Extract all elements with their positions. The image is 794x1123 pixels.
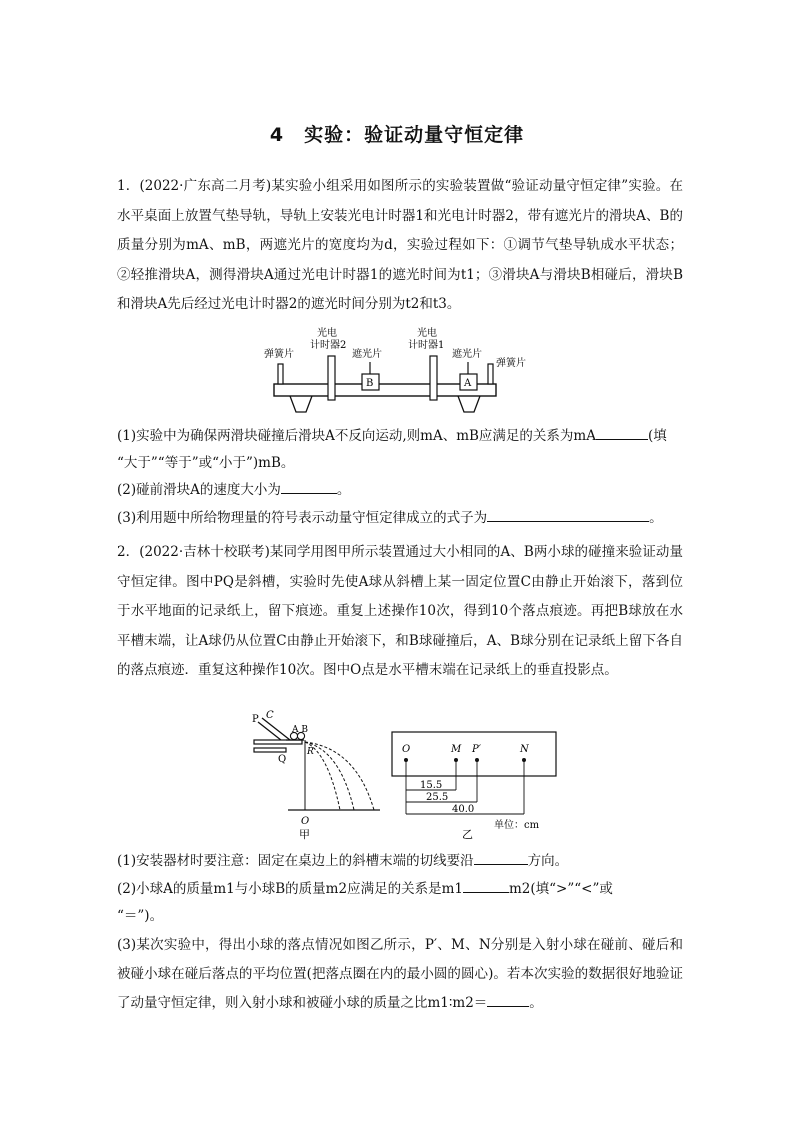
q2-sub1-text-b: 方向。	[527, 853, 569, 869]
label-spring-right: 弹簧片	[496, 358, 526, 369]
q2-sub3-blank[interactable]	[487, 992, 529, 1007]
q1-sub3-line	[117, 506, 687, 530]
label-timer2-bottom: 计时器2	[310, 340, 347, 351]
q1-sub1-line2: “大于”“等于”或“小于”)mB。	[117, 455, 295, 471]
label-d1: 15.5	[420, 780, 443, 791]
label-timer1-bottom: 计时器1	[408, 340, 445, 351]
q1-sub1-text-a: (1)实验中为确保两滑块碰撞后滑块A不反向运动,则mA、mB应满足的关系为mA	[117, 428, 596, 444]
label-p: P	[252, 714, 259, 725]
label-d2: 25.5	[426, 792, 449, 803]
label-o-jia: O	[301, 816, 310, 827]
q2-figure-jia	[248, 708, 388, 843]
label-spring-left: 弹簧片	[264, 349, 294, 360]
q2-sub1-blank[interactable]	[474, 850, 528, 865]
q2-sub3-text-b: 。	[529, 995, 543, 1011]
label-block-a: A	[464, 378, 472, 389]
spring-plate-right	[488, 364, 493, 384]
q2-sub2-text-b: m2(填“>”“<”或	[508, 881, 613, 897]
label-shield-a: 遮光片	[452, 349, 482, 360]
label-timer2-top: 光电	[317, 328, 337, 339]
q1-sub3-text: (3)利用题中所给物理量的符号表示动量守恒定律成立的式子为	[117, 510, 488, 526]
label-pp: P′	[472, 744, 481, 755]
label-block-b: B	[366, 378, 374, 389]
q2-stem: 2．(2022·吉林十校联考)某同学用图甲所示装置通过大小相同的A、B两小球的碰撞来验证动量守恒定律。图中PQ是斜槽，实验时先使A球从斜槽上某一固定位置C由静止开始滚下，落到位于水平地面的记录纸上，留下痕迹。重复上述操作10次，得到10个落点痕迹。再把B球放在水平槽末端，让A球仍从位置C由静止开始滚下，和B球碰撞后，A、B球分别在记录纸上留下各自的落点痕迹．重复这种操作10次。图中O点是水平槽末端在记录纸上的垂直投影点。	[117, 544, 683, 678]
label-d3: 40.0	[452, 804, 475, 815]
page-title: 4 实验：验证动量守恒定律	[269, 124, 525, 146]
q2-sub2-line1	[117, 877, 687, 901]
q2-sub3-text-a: (3)某次实验中，得出小球的落点情况如图乙所示，P′、M、N分别是入射小球在碰前、碰后和被碰小球在碰后落点的平均位置(把落点圈在内的最小圆的圆心)。若本次实验的数据很好地验证了动量守恒定律，则入射小球和被碰小球的质量之比m1∶m2＝	[117, 937, 683, 1011]
q1-sub3-blank[interactable]	[487, 507, 649, 522]
q1-sub3-end: 。	[649, 510, 663, 526]
q2-sub2-line2: “＝”)。	[117, 908, 164, 924]
label-ab: A B	[292, 725, 308, 735]
table-lower	[254, 748, 286, 752]
q2-sub1-text-a: (1)安装器材时要注意：固定在桌边上的斜槽末端的切线要沿	[117, 853, 474, 869]
q1-sub1-blank[interactable]	[596, 425, 648, 440]
spring-plate-left	[278, 364, 283, 384]
q1-stem: 1．(2022·广东高二月考)某实验小组采用如图所示的实验装置做“验证动量守恒定律”实验。在水平桌面上放置气垫导轨，导轨上安装光电计时器1和光电计时器2，带有遮光片的滑块A、B的质量分别为mA、mB，两遮光片的宽度均为d，实验过程如下：①调节气垫导轨成水平状态；②轻推滑块A，测得滑块A通过光电计时器1的遮光时间为t1；③滑块A与滑块B相碰后，滑块B和滑块A先后经过光电计时器2的遮光时间分别为t2和t3。	[117, 178, 683, 312]
q1-sub1-text-b: (填	[648, 428, 667, 444]
q2-figure-yi	[390, 730, 560, 842]
label-r: R	[307, 747, 314, 757]
label-o-yi: O	[402, 744, 411, 755]
track-leg-right	[458, 396, 480, 412]
q2-sub2-text-a: (2)小球A的质量m1与小球B的质量m2应满足的关系是m1	[117, 881, 463, 897]
caption-yi: 乙	[462, 828, 473, 841]
label-timer1-top: 光电	[417, 328, 437, 339]
label-unit: 单位：cm	[494, 820, 540, 831]
label-c: C	[266, 710, 274, 721]
q2-sub2-blank[interactable]	[463, 878, 509, 893]
q1-sub1-line1	[117, 424, 687, 448]
label-q: Q	[278, 754, 287, 765]
track-leg-left	[290, 396, 312, 412]
q1-figure-air-track	[262, 322, 542, 422]
trajectory-n	[305, 742, 374, 810]
q1-sub2-line	[117, 478, 687, 502]
label-n: N	[520, 744, 529, 755]
caption-jia: 甲	[299, 828, 310, 841]
q2-sub1-line	[117, 849, 687, 873]
label-m: M	[451, 744, 462, 755]
timer2-post	[328, 356, 335, 400]
q1-sub2-text: (2)碰前滑块A的速度大小为	[117, 482, 281, 498]
label-shield-b: 遮光片	[352, 349, 382, 360]
q2-sub3-paragraph	[117, 931, 683, 1018]
timer1-post	[430, 356, 437, 400]
q1-sub2-blank[interactable]	[281, 479, 337, 494]
q1-sub2-end: 。	[336, 482, 351, 498]
